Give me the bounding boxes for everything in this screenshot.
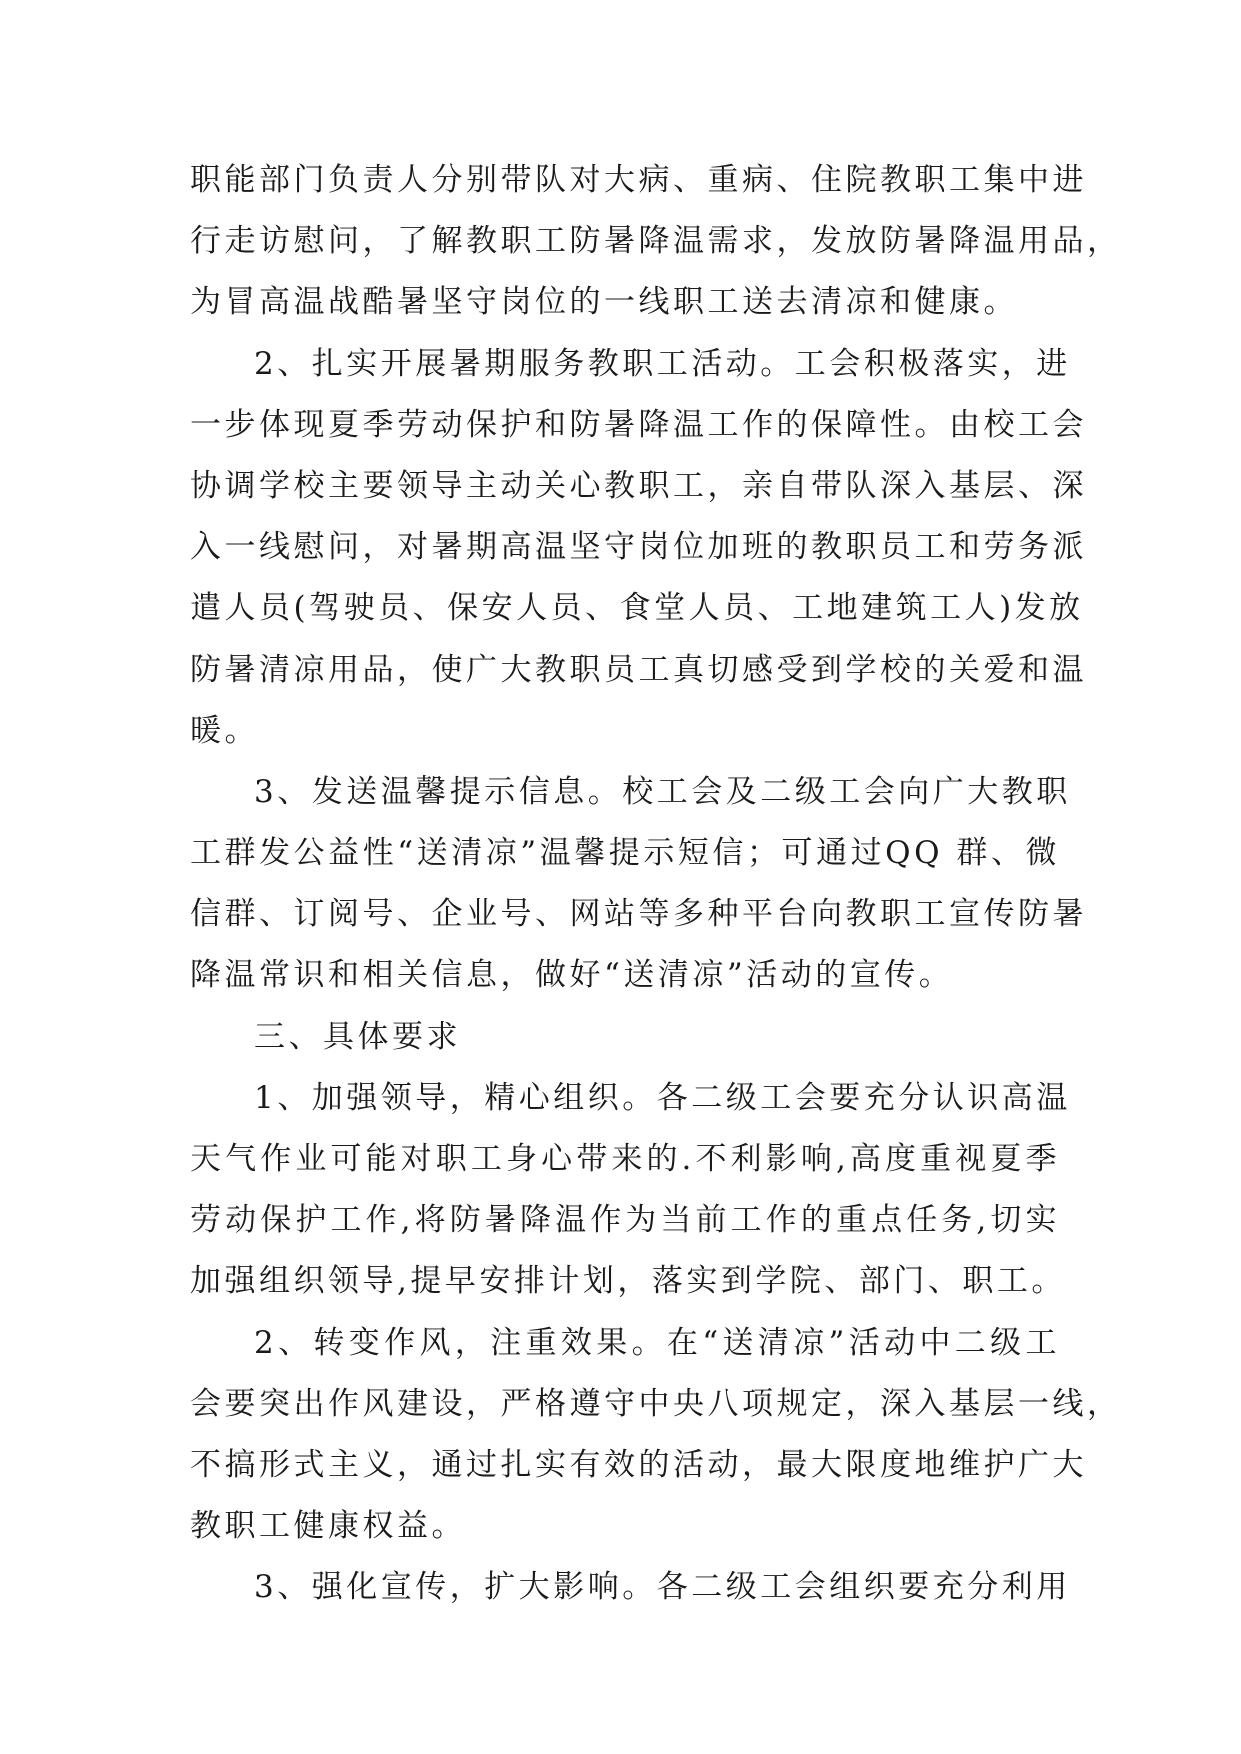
text-line: 职能部门负责人分别带队对大病、重病、住院教职工集中进 (190, 162, 1087, 198)
text-line: 教职工健康权益。 (190, 1508, 466, 1545)
paragraph-start-line: 2、扎实开展暑期服务教职工活动。工会积极落实，进 (254, 345, 1071, 382)
text-line: 加强组织领导,提早安排计划，落实到学院、部门、职工。 (190, 1263, 1066, 1300)
section-heading: 三、具体要求 (254, 1018, 461, 1055)
text-line: 暖。 (190, 712, 259, 749)
paragraph-start-line: 1、加强领导，精心组织。各二级工会要充分认识高温 (254, 1079, 1071, 1116)
text-line: 工群发公益性“送清凉”温馨提示短信；可通过QQ 群、微 (190, 835, 1060, 872)
text-line: 不搞形式主义，通过扎实有效的活动，最大限度地维护广大 (190, 1446, 1087, 1483)
text-line: 劳动保护工作,将防暑降温作为当前工作的重点任务,切实 (190, 1202, 1060, 1239)
text-line: 行走访慰问，了解教职工防暑降温需求，发放防暑降温用品， (190, 223, 1122, 260)
text-line: 入一线慰问，对暑期高温坚守岗位加班的教职员工和劳务派 (190, 529, 1087, 566)
paragraph-start-line: 3、发送温馨提示信息。校工会及二级工会向广大教职 (254, 773, 1071, 810)
text-line: 防暑清凉用品，使广大教职员工真切感受到学校的关爱和温 (190, 651, 1087, 688)
paragraph-start-line: 2、转变作风，注重效果。在“送清凉”活动中二级工 (254, 1324, 1060, 1361)
text-line: 协调学校主要领导主动关心教职工，亲自带队深入基层、深 (190, 467, 1087, 504)
text-line: 遣人员(驾驶员、保安人员、食堂人员、工地建筑工人)发放 (190, 590, 1084, 627)
paragraph-start-line: 3、强化宣传，扩大影响。各二级工会组织要充分利用 (254, 1569, 1071, 1606)
text-line: 一步体现夏季劳动保护和防暑降温工作的保障性。由校工会 (190, 406, 1087, 443)
text-line: 会要突出作风建设，严格遵守中央八项规定，深入基层一线， (190, 1385, 1122, 1422)
text-line: 天气作业可能对职工身心带来的.不利影响,高度重视夏季 (190, 1141, 1060, 1177)
text-line: 信群、订阅号、企业号、网站等多种平台向教职工宣传防暑 (190, 896, 1087, 933)
body-text (190, 150, 1122, 1619)
text-line: 降温常识和相关信息，做好“送清凉”活动的宣传。 (190, 957, 954, 994)
text-line: 为冒高温战酷暑坚守岗位的一线职工送去清凉和健康。 (190, 284, 1018, 321)
